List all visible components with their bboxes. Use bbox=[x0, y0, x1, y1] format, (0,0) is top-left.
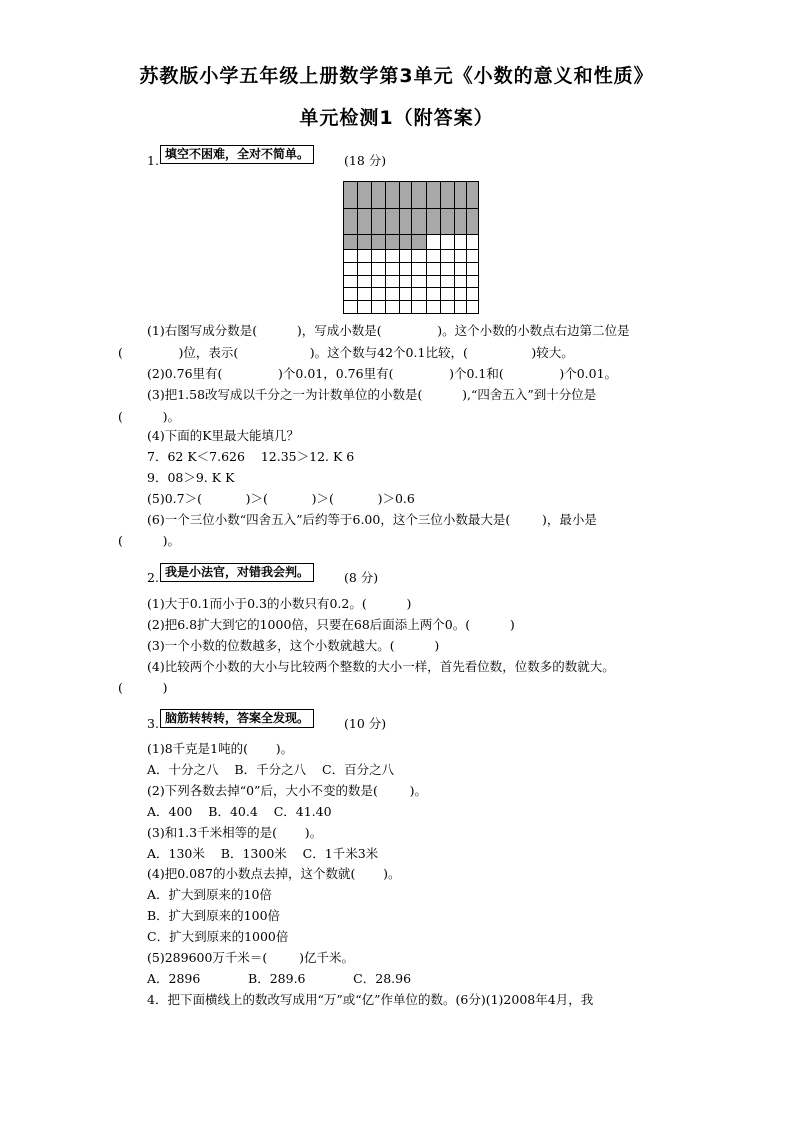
s1-line: 9．08＞9. K K bbox=[147, 470, 235, 485]
s3-line: B．扩大到原来的100倍 bbox=[147, 908, 281, 923]
grid-line-vertical bbox=[371, 182, 372, 313]
section3-number: 3. bbox=[147, 716, 159, 731]
section2-score: (8 分) bbox=[344, 570, 379, 585]
grid-line-vertical bbox=[385, 182, 386, 313]
s1-line: (3)把1.58改写成以千分之一为计数单位的小数是( ),“四舍五入”到十分位是 bbox=[147, 387, 597, 402]
s3-line: (3)和1.3千米相等的是( )。 bbox=[147, 825, 323, 840]
grid-line-vertical bbox=[466, 182, 467, 313]
section3-score: (10 分) bbox=[344, 716, 387, 731]
section2-number: 2. bbox=[147, 570, 159, 585]
s3-line: C．扩大到原来的1000倍 bbox=[147, 929, 289, 944]
grid-line-vertical bbox=[357, 182, 358, 313]
page-subtitle: 单元检测1（附答案） bbox=[299, 107, 494, 129]
s1-line: (1)右图写成分数是( )，写成小数是( )。这个小数的小数点右边第二位是 bbox=[147, 323, 630, 338]
s3-line: (2)下列各数去掉“0”后，大小不变的数是( )。 bbox=[147, 783, 427, 798]
decimal-grid-figure bbox=[343, 181, 479, 314]
grid-line-vertical bbox=[426, 182, 427, 313]
s3-line: A．扩大到原来的10倍 bbox=[147, 887, 272, 902]
section1-number: 1. bbox=[147, 153, 159, 168]
grid-line-vertical bbox=[454, 182, 455, 313]
s3-line: A．400 B．40.4 C．41.40 bbox=[147, 804, 332, 819]
s2-line: (3)一个小数的位数越多，这个小数就越大。( ) bbox=[147, 638, 440, 653]
grid-line-horizontal bbox=[344, 300, 478, 301]
section1-heading-box: 填空不困难，全对不简单。 bbox=[160, 145, 314, 164]
s2-line: (2)把6.8扩大到它的1000倍，只要在68后面添上两个0。( ) bbox=[147, 617, 515, 632]
section3-heading-box: 脑筋转转转，答案全发现。 bbox=[160, 709, 314, 728]
grid-line-horizontal bbox=[344, 208, 478, 209]
s1-line: (6)一个三位小数“四舍五入”后约等于6.00，这个三位小数最大是( )，最小是 bbox=[147, 512, 597, 527]
grid-line-horizontal bbox=[344, 249, 478, 250]
s3-line: A．十分之八 B．千分之八 C．百分之八 bbox=[147, 762, 395, 777]
s3-line: (1)8千克是1吨的( )。 bbox=[147, 741, 294, 756]
section1-score: (18 分) bbox=[344, 153, 387, 168]
s1-line: (5)0.7＞( )＞( )＞( )＞0.6 bbox=[147, 491, 415, 506]
s1-line: 7．62 K＜7.626 12.35＞12. K 6 bbox=[147, 449, 355, 464]
grid-line-horizontal bbox=[344, 234, 478, 235]
s1-line: (2)0.76里有( )个0.01，0.76里有( )个0.1和( )个0.01。 bbox=[147, 366, 618, 381]
s3-line: (5)289600万千米＝( )亿千米。 bbox=[147, 950, 354, 965]
grid-line-horizontal bbox=[344, 287, 478, 288]
s3-line: (4)把0.087的小数点去掉，这个数就( )。 bbox=[147, 866, 401, 881]
s1-line: ( )。 bbox=[118, 533, 180, 548]
page-title: 苏教版小学五年级上册数学第3单元《小数的意义和性质》 bbox=[139, 65, 654, 87]
grid-line-vertical bbox=[411, 182, 412, 313]
s2-line: (1)大于0.1而小于0.3的小数只有0.2。( ) bbox=[147, 596, 412, 611]
s2-line: ( ) bbox=[118, 680, 168, 695]
s1-line: ( )位，表示( )。这个数与42个0.1比较，( )较大。 bbox=[118, 345, 574, 360]
s3-line: A．2896 B．289.6 C．28.96 bbox=[147, 971, 412, 986]
section2-heading-box: 我是小法官，对错我会判。 bbox=[160, 563, 314, 582]
s4-line: 4．把下面横线上的数改写成用“万”或“亿”作单位的数。(6分)(1)2008年4月，我 bbox=[147, 992, 594, 1007]
grid-line-horizontal bbox=[344, 262, 478, 263]
s1-line: (4)下面的K里最大能填几？ bbox=[147, 428, 300, 443]
grid-line-vertical bbox=[440, 182, 441, 313]
s1-line: ( )。 bbox=[118, 409, 180, 424]
grid-line-horizontal bbox=[344, 275, 478, 276]
s2-line: (4)比较两个小数的大小与比较两个整数的大小一样，首先看位数，位数多的数就大。 bbox=[147, 659, 615, 674]
grid-line-vertical bbox=[399, 182, 400, 313]
s3-line: A．130米 B．1300米 C．1千米3米 bbox=[147, 846, 379, 861]
